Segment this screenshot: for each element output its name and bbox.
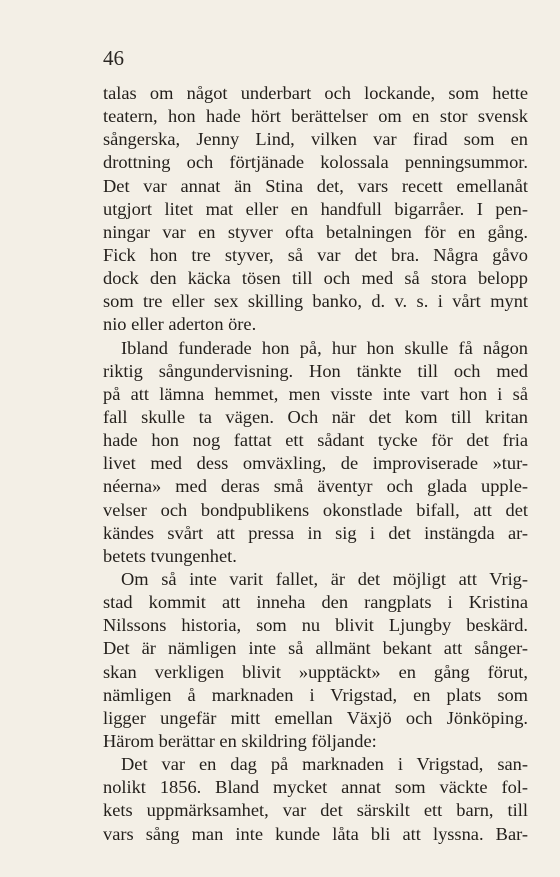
text-line: skan verkligen blivit »upptäckt» en gång förut, (103, 661, 528, 682)
text-line: velser och bondpublikens okonstlade bifall, att det (103, 499, 528, 520)
text-line: på att lämna hemmet, men visste inte vart hon i så (103, 383, 528, 404)
text-line: riktig sångundervisning. Hon tänkte till och med (103, 360, 528, 381)
text-line: teatern, hon hade hört berättelser om en stor svensk (103, 106, 528, 127)
text-line: drottning och förtjänade kolossala penningsummor. (103, 152, 528, 173)
text-line: sångerska, Jenny Lind, vilken var firad som en (103, 129, 528, 150)
text-line: nämligen å marknaden i Vrigstad, en plats som (103, 684, 528, 705)
text-line: ningar var en styver ofta betalningen för en gång. (103, 221, 528, 242)
text-line: utgjort litet mat eller en handfull bigarråer. I pen- (103, 198, 528, 219)
text-line: nolikt 1856. Bland mycket annat som väckte fol- (103, 777, 528, 798)
text-line: Fick hon tre styver, så var det bra. Några gåvo (103, 244, 528, 265)
text-line: Det var annat än Stina det, vars recett emellanåt (103, 175, 528, 196)
text-line: Ibland funderade hon på, hur hon skulle få någon (121, 337, 528, 358)
body-text (103, 82, 528, 846)
text-line: fall skulle ta vägen. Och när det kom till kritan (103, 406, 528, 427)
text-line: livet med dess omväxling, de improviserade »tur- (103, 453, 528, 474)
text-line: Härom berättar en skildring följande: (103, 730, 377, 751)
text-line: Det var en dag på marknaden i Vrigstad, san- (121, 754, 528, 775)
text-line: Det är nämligen inte så allmänt bekant att sånger- (103, 638, 528, 659)
page-number: 46 (103, 46, 124, 70)
text-line: Om så inte varit fallet, är det möjligt att Vrig- (121, 568, 528, 589)
text-line: talas om något underbart och lockande, som hette (103, 83, 528, 103)
text-line: vars sång man inte kunde låta bli att lyssna. Bar- (103, 823, 528, 844)
text-line: ligger ungefär mitt emellan Växjö och Jönköping. (103, 707, 528, 728)
text-line: hade hon nog fattat ett sådant tycke för det fria (103, 430, 528, 451)
text-line: betets tvungenhet. (103, 545, 237, 566)
text-line: néerna» med deras små äventyr och glada upple- (103, 476, 528, 497)
text-line: nio eller aderton öre. (103, 314, 257, 335)
text-line: kändes svårt att pressa in sig i det instängda ar- (103, 522, 528, 543)
text-line: Nilssons historia, som nu blivit Ljungby beskärd. (103, 615, 528, 636)
text-line: kets uppmärksamhet, var det särskilt ett barn, till (103, 800, 528, 821)
text-line: som tre eller sex skilling banko, d. v. s. i vårt mynt (103, 291, 528, 312)
text-line: dock den käcka tösen till och med så stora belopp (103, 268, 528, 289)
text-line: stad kommit att inneha den rangplats i Kristina (103, 592, 528, 613)
